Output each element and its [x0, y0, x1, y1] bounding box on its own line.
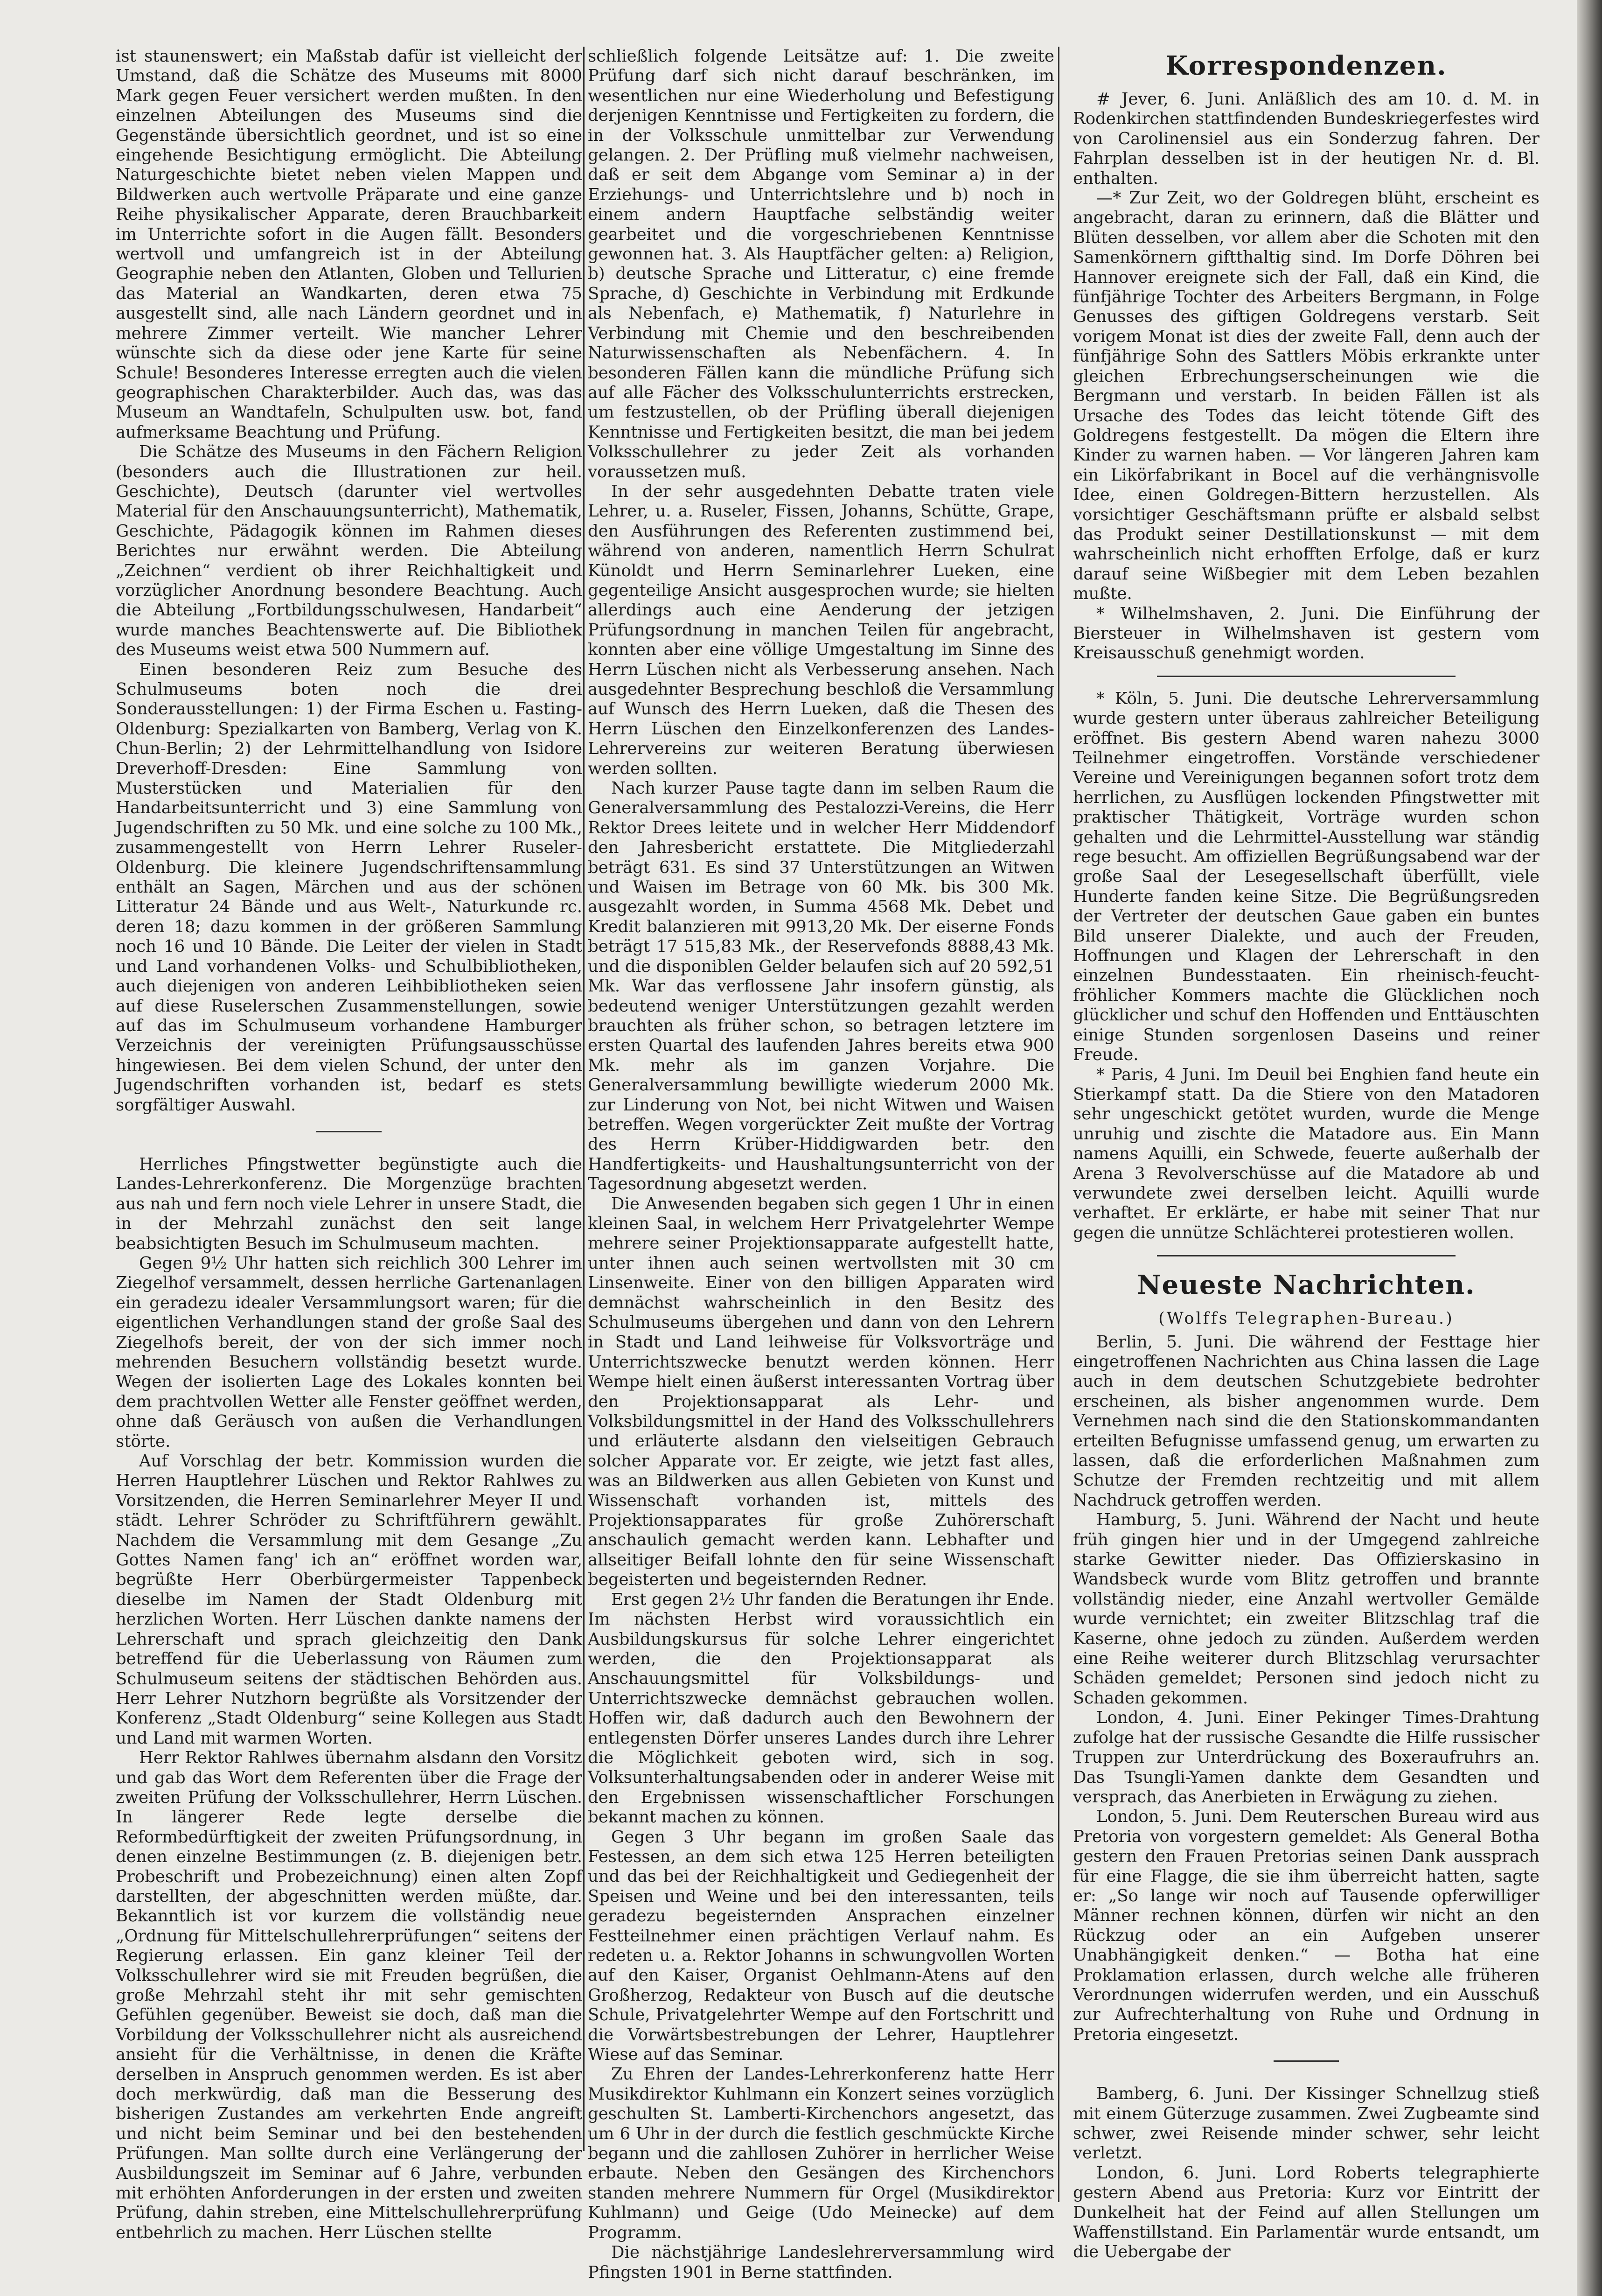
article-paragraph: Gegen 3 Uhr begann im großen Saale das Festessen, an dem sich etwa 125 Herren beteiligten und das bei der Reichhaltigkeit und Gediegenheit der Speisen und Weine und bei den interessanten, teils geradezu begeisternden Ansprachen einzelner Festteilnehmer einen prächtigen Verlauf nahm. Es redeten u. a. Rektor Johanns in schwungvollen Worten auf den Kaiser, Organist Oehlmann-Atens auf den Großherzog, Redakteur von Busch auf die deutsche Schule, Privatgelehrter Wempe auf den Fortschritt und die Vorwärtsbestrebungen der Lehrer, Hauptlehrer Wiese auf das Seminar.	[588, 1827, 1054, 2065]
article-paragraph: schließlich folgende Leitsätze auf: 1. Die zweite Prüfung darf sich nicht darauf beschränken, im wesentlichen nur eine Wiederholung und Befestigung derjenigen Kenntnisse und Fertigkeiten zu fordern, die in der Volksschule unmittelbar zur Verwendung gelangen. 2. Der Prüfling muß vielmehr nachweisen, daß er seit dem Abgange vom Seminar a) in der Erziehungs- und Unterrichtslehre und b) noch in einem andern Hauptfache selbständig weiter gearbeitet und die vorgeschriebenen Kenntnisse gewonnen hat. 3. Als Hauptfächer gelten: a) Religion, b) deutsche Sprache und Litteratur, c) eine fremde Sprache, d) Geschichte in Verbindung mit Erdkunde als Nebenfach, e) Mathematik, f) Naturlehre in Verbindung mit Chemie und den beschreibenden Naturwissenschaften als Nebenfächern. 4. In besonderen Fällen kann die mündliche Prüfung sich auf alle Fächer des Volksschulunterrichts erstrecken, um festzustellen, ob der Prüfling überall diejenigen Kenntnisse und Fertigkeiten besitzt, die man bei jedem Volksschullehrer zu jeder Zeit als vorhanden voraussetzen muß.	[588, 47, 1054, 482]
article-paragraph: Herr Rektor Rahlwes übernahm alsdann den Vorsitz und gab das Wort dem Referenten über die Frage der zweiten Prüfung der Volksschullehrer, Herrn Lüschen. In längerer Rede legte derselbe die Reformbedürftigkeit der zweiten Prüfungsordnung, in denen einzelne Bestimmungen (z. B. diejenigen betr. Probeschrift und Probezeichnung) einen alten Zopf darstellten, der abgeschnitten werden müßte, dar. Bekanntlich ist vor kurzem die vollständig neue „Ordnung für Mittelschullehrerprüfungen“ seitens der Regierung erlassen. Ein ganz kleiner Teil der Volksschullehrer wird sie mit Freuden begrüßen, die große Mehrzahl steht ihr mit sehr gemischten Gefühlen gegenüber. Beweist sie doch, daß man die Vorbildung der Volksschullehrer nicht als ausreichend ansieht für die Verhältnisse, in denen die Kräfte derselben in Anspruch genommen werden. Es ist aber doch merkwürdig, daß man die Besserung des bisherigen Zustandes am verkehrten Ende angreift und nicht beim Seminar und bei den bestehenden Prüfungen. Man sollte durch eine Verlängerung der Ausbildungszeit im Seminar auf 6 Jahre, verbunden mit erhöhten Anforderungen in der ersten und zweiten Prüfung, dahin streben, eine Mittelschullehrerprüfung entbehrlich zu machen. Herr Lüschen stellte	[116, 1748, 582, 2242]
article-paragraph: Zu Ehren der Landes-Lehrerkonferenz hatte Herr Musikdirektor Kuhlmann ein Konzert seines vorzüglich geschulten St. Lamberti-Kirchenchors angesetzt, das um 6 Uhr in der durch die festlich geschmückte Kirche begann und die zahllosen Zuhörer in herrlicher Weise erbaute. Neben den Gesängen des Kirchenchors standen mehrere Nummern für Orgel (Musikdirektor Kuhlmann) und Geige (Udo Meinecke) auf dem Programm.	[588, 2065, 1054, 2242]
article-paragraph: Die Schätze des Museums in den Fächern Religion (besonders auch die Illustrationen zur heil. Geschichte), Deutsch (darunter viel wertvolles Material für den Anschauungsunterricht), Mathematik, Geschichte, Pädagogik können im Rahmen dieses Berichtes nur erwähnt werden. Die Abteilung „Zeichnen“ verdient ob ihrer Reichhaltigkeit und vorzüglicher Anordnung besondere Beachtung. Auch die Abteilung „Fortbildungsschulwesen, Handarbeit“ wurde manches Beachtenswerte auf. Die Bibliothek des Museums weist etwa 500 Nummern auf.	[116, 442, 582, 660]
section-divider	[1274, 2060, 1339, 2062]
section-heading: Korrespondenzen.	[1165, 50, 1447, 81]
section-divider	[316, 1131, 382, 1132]
news-item: * Wilhelmshaven, 2. Juni. Die Einführung der Biersteuer in Wilhelmshaven ist gestern vom Kreisausschuß genehmigt worden.	[1073, 604, 1539, 663]
news-item: Hamburg, 5. Juni. Während der Nacht und heute früh gingen hier und in der Umgegend zahlreiche starke Gewitter nieder. Das Offizierskasino in Wandsbeck wurde vom Blitz getroffen und brannte vollständig nieder, eine Anzahl wertvoller Gemälde wurde vernichtet; ein zweiter Blitzschlag traf die Kaserne, ohne jedoch zu zünden. Außerdem werden eine Reihe weiterer durch Blitzschlag verursachter Schäden gemeldet; Personen sind jedoch nicht zu Schaden gekommen.	[1073, 1510, 1539, 1708]
page-edge-shadow	[1577, 0, 1602, 2296]
news-item: London, 6. Juni. Lord Roberts telegraphierte gestern Abend aus Pretoria: Kurz vor Eintritt der Dunkelheit hat der Feind auf allen Stellungen um Waffenstillstand. Ein Parlamentär wurde entsandt, um die Uebergabe der	[1073, 2163, 1539, 2262]
article-paragraph: Die nächstjährige Landeslehrerversammlung wird Pfingsten 1901 in Berne stattfinden.	[588, 2243, 1054, 2282]
news-item: London, 5. Juni. Dem Reuterschen Bureau wird aus Pretoria von vorgestern gemeldet: Als General Botha gestern den Frauen Pretorias seinen Dank aussprach für eine Flagge, die sie ihm überreicht hatten, sagte er: „So lange wir noch auf Tausende opferwilliger Männer rechnen können, dürfen wir nicht an den Rückzug oder an ein Aufgeben unserer Unabhängigkeit denken.“ — Botha hat eine Proklamation erlassen, durch welche alle früheren Verordnungen widerrufen werden, und ein Ausschuß zur Aufrechterhaltung von Ruhe und Ordnung in Pretoria eingesetzt.	[1073, 1807, 1539, 2044]
column-middle	[588, 47, 1054, 2282]
news-item: —* Zur Zeit, wo der Goldregen blüht, erscheint es angebracht, daran zu erinnern, daß die Blätter und Blüten desselben, vor allem aber die Schoten mit den Samenkörnern giftthaltig sind. Im Dorfe Döhren bei Hannover ereignete sich der Fall, daß ein Kind, die fünfjährige Tochter des Arbeiters Bergmann, in Folge Genusses des giftigen Goldregens verstarb. Seit vorigem Monat ist dies der zweite Fall, denn auch der fünfjährige Sohn des Sattlers Möbis erkrankte unter gleichen Erbrechungserscheinungen wie die Bergmann und verstarb. In beiden Fällen ist als Ursache des Todes das leicht tötende Gift des Goldregens festgestellt. Da mögen die Eltern ihre Kinder zu warnen haben. — Vor längeren Jahren kam ein Likörfabrikant in Bocel auf die verhängnisvolle Idee, einen Goldregen-Bittern herzustellen. Als vorsichtiger Geschäftsmann prüfte er alsbald selbst das Produkt seiner Destillationskunst — mit dem wahrscheinlich nicht erhofften Erfolge, daß er kurz darauf seine Wißbegier mit dem Leben bezahlen mußte.	[1073, 188, 1539, 604]
column-right	[1073, 47, 1539, 2268]
section-divider	[1157, 676, 1456, 677]
section-heading: Neueste Nachrichten.	[1137, 1270, 1476, 1301]
column-rule	[1058, 47, 1059, 2202]
section-subheading: (Wolffs Telegraphen-Bureau.)	[1158, 1309, 1454, 1328]
article-paragraph: ist staunenswert; ein Maßstab dafür ist vielleicht der Umstand, daß die Schätze des Museums mit 8000 Mark gegen Feuer versichert werden mußten. In den einzelnen Abteilungen des Museums sind die Gegenstände übersichtlich geordnet, und ist so eine eingehende Besichtigung ermöglicht. Die Abteilung Naturgeschichte bietet neben vielen Mappen und Bildwerken auch wertvolle Präparate und eine ganze Reihe physikalischer Apparate, deren Brauchbarkeit im Unterrichte sofort in die Augen fällt. Besonders wertvoll und umfangreich ist in der Abteilung Geographie neben den Atlanten, Globen und Tellurien das Material an Wandkarten, deren etwa 75 ausgestellt sind, alle nach Ländern geordnet und in mehrere Zimmer verteilt. Wie mancher Lehrer wünschte sich da diese oder jene Karte für seine Schule! Besonderes Interesse erregten auch die vielen geographischen Charakterbilder. Auch das, was das Museum an Wandtafeln, Schulpulten usw. bot, fand aufmerksame Beachtung und Prüfung.	[116, 47, 582, 442]
column-left	[116, 47, 582, 2268]
article-paragraph: Auf Vorschlag der betr. Kommission wurden die Herren Hauptlehrer Lüschen und Rektor Rahlwes zu Vorsitzenden, die Herren Seminarlehrer Meyer II und städt. Lehrer Schröder zu Schriftführern gewählt. Nachdem die Versammlung mit dem Gesange „Zu Gottes Namen fang' ich an“ eröffnet worden war, begrüßte Herr Oberbürgermeister Tappenbeck dieselbe im Namen der Stadt Oldenburg mit herzlichen Worten. Herr Lüschen dankte namens der Lehrerschaft und sprach gleichzeitig den Dank betreffend für die Ueberlassung von Räumen zum Schulmuseum seitens der städtischen Behörden aus. Herr Lehrer Nutzhorn begrüßte als Vorsitzender der Konferenz „Stadt Oldenburg“ seine Kollegen aus Stadt und Land mit warmen Worten.	[116, 1452, 582, 1748]
news-item: Berlin, 5. Juni. Die während der Festtage hier eingetroffenen Nachrichten aus China lassen die Lage auch in dem deutschen Schutzgebiete bedrohter erscheinen, als bisher angenommen wurde. Dem Vernehmen nach sind die den Stationskommandanten erteilten Befugnisse umfassend genug, um erwarten zu lassen, daß die erforderlichen Maßnahmen zum Schutze der Fremden rechtzeitig und mit allem Nachdruck getroffen werden.	[1073, 1332, 1539, 1510]
article-paragraph: Die Anwesenden begaben sich gegen 1 Uhr in einen kleinen Saal, in welchem Herr Privatgelehrter Wempe mehrere seiner Projektionsapparate aufgestellt hatte, unter ihnen auch seinen wertvollsten mit 30 cm Linsenweite. Einer von den billigen Apparaten wird demnächst wahrscheinlich in den Besitz des Schulmuseums übergehen und dann von den Lehrern in Stadt und Land leihweise für Volksvorträge und Unterrichtszwecke benutzt werden können. Herr Wempe hielt einen äußerst interessanten Vortrag über den Projektionsapparat als Lehr- und Volksbildungsmittel in der Hand des Volksschullehrers und erläuterte alsdann den vielseitigen Gebrauch solcher Apparate vor. Er zeigte, wie jetzt fast alles, was an Bildwerken aus allen Gebieten von Kunst und Wissenschaft vorhanden ist, mittels des Projektionsapparates für große Zuhörerschaft anschaulich gemacht werden kann. Lebhafter und allseitiger Beifall lohnte den für seine Wissenschaft begeisterten und begeisternden Redner.	[588, 1194, 1054, 1590]
section-divider	[1157, 1255, 1456, 1256]
news-item: London, 4. Juni. Einer Pekinger Times-Drahtung zufolge hat der russische Gesandte die Hilfe russischer Truppen zur Unterdrückung des Boxeraufruhrs an. Das Tsungli-Yamen dankte dem Gesandten und versprach, das Anerbieten in Erwägung zu ziehen.	[1073, 1708, 1539, 1807]
news-item: # Jever, 6. Juni. Anläßlich des am 10. d. M. in Rodenkirchen stattfindenden Bundeskriegerfestes wird von Carolinensiel aus ein Sonderzug fahren. Der Fahrplan desselben ist in der heutigen Nr. d. Bl. enthalten.	[1073, 90, 1539, 188]
column-rule	[583, 47, 585, 2151]
article-paragraph: Nach kurzer Pause tagte dann im selben Raum die Generalversammlung des Pestalozzi-Vereins, die Herr Rektor Drees leitete und in welcher Herr Middendorf den Jahresbericht erstattete. Die Mitgliederzahl beträgt 631. Es sind 37 Unterstützungen an Witwen und Waisen im Betrage von 60 Mk. bis 300 Mk. ausgezahlt worden, in Summa 4568 Mk. Debet und Kredit balanzieren mit 9913,20 Mk. Der eiserne Fonds beträgt 17 515,83 Mk., der Reservefonds 8888,43 Mk. und die disponiblen Gelder belaufen sich auf 20 592,51 Mk. War das verflossene Jahr insofern günstig, als bedeutend weniger Unterstützungen gezahlt werden brauchten als früher schon, so betragen letztere im ersten Quartal des laufenden Jahres bereits etwa 900 Mk. mehr als im ganzen Vorjahre. Die Generalversammlung bewilligte wiederum 2000 Mk. zur Linderung von Not, bei nicht Witwen und Waisen betreffen. Wegen vorgerückter Zeit mußte der Vortrag des Herrn Krüber-Hiddigwarden betr. den Handfertigkeits- und Haushaltungsunterricht von der Tagesordnung abgesetzt werden.	[588, 779, 1054, 1194]
news-item: Bamberg, 6. Juni. Der Kissinger Schnellzug stieß mit einem Güterzuge zusammen. Zwei Zugbeamte sind schwer, zwei Reisende minder schwer, sehr leicht verletzt.	[1073, 2084, 1539, 2163]
article-paragraph: Gegen 9½ Uhr hatten sich reichlich 300 Lehrer im Ziegelhof versammelt, dessen herrliche Gartenanlagen ein geradezu idealer Versammlungsort waren; für die eigentlichen Verhandlungen stand der große Saal des Ziegelhofs bereit, der von der sich immer noch mehrenden Besuchern vollständig besetzt wurde. Wegen der isolierten Lage des Lokales konnten bei dem prachtvollen Wetter alle Fenster geöffnet werden, ohne daß Geräusch von außen die Verhandlungen störte.	[116, 1253, 582, 1451]
article-paragraph: Einen besonderen Reiz zum Besuche des Schulmuseums boten noch die drei Sonderausstellungen: 1) der Firma Eschen u. Fasting-Oldenburg: Spezialkarten von Bamberg, Verlag von K. Chun-Berlin; 2) der Lehrmittelhandlung von Isidore Dreverhoff-Dresden: Eine Sammlung von Musterstücken und Materialien für den Handarbeitsunterricht und 3) eine Sammlung von Jugendschriften zu 50 Mk. und eine solche zu 100 Mk., zusammengestellt von Herrn Lehrer Ruseler-Oldenburg. Die kleinere Jugendschriftensammlung enthält an Sagen, Märchen und aus der schönen Litteratur 24 Bände und aus Welt-, Naturkunde rc. deren 18; dazu kommen in der größeren Sammlung noch 16 und 10 Bände. Die Leiter der vielen in Stadt und Land vorhandenen Volks- und Schulbibliotheken, auch diejenigen von anderen Leihbibliotheken seien auf diese Ruselerschen Zusammenstellungen, sowie auf das im Schulmuseum vorhandene Hamburger Verzeichnis der vereinigten Prüfungsausschüsse hingewiesen. Bei dem vielen Schund, der unter den Jugendschriften vorhanden ist, bedarf es stets sorgfältiger Auswahl.	[116, 660, 582, 1115]
article-paragraph: In der sehr ausgedehnten Debatte traten viele Lehrer, u. a. Ruseler, Fissen, Johanns, Schütte, Grape, den Ausführungen des Referenten zustimmend bei, während von anderen, namentlich Herrn Schulrat Künoldt und Herrn Seminarlehrer Lueken, eine gegenteilige Ansicht ausgesprochen wurde; sie hielten allerdings auch eine Aenderung der jetzigen Prüfungsordnung in manchen Teilen für angebracht, konnten aber eine völlige Umgestaltung im Sinne des Herrn Lüschen nicht als Verbesserung ansehen. Nach ausgedehnter Besprechung beschloß die Versammlung auf Wunsch des Herrn Lueken, daß die Thesen des Herrn Lüschen den Einzelkonferenzen des Landes-Lehrervereins zur weiteren Beratung überwiesen werden sollten.	[588, 482, 1054, 778]
article-paragraph: Herrliches Pfingstwetter begünstigte auch die Landes-Lehrerkonferenz. Die Morgenzüge brachten aus nah und fern noch viele Lehrer in unsere Stadt, die in der Mehrzahl zunächst den seit lange beabsichtigten Besuch im Schulmuseum machten.	[116, 1154, 582, 1253]
news-item: * Köln, 5. Juni. Die deutsche Lehrerversammlung wurde gestern unter überaus zahlreicher Beteiligung eröffnet. Bis gestern Abend waren nahezu 3000 Teilnehmer eingetroffen. Vorstände verschiedener Vereine und Vereinigungen begannen sofort trotz dem herrlichen, zu Ausflügen lockenden Pfingstwetter mit praktischer Thätigkeit, Vorträge wurden schon gehalten und die Lehrmittel-Ausstellung war ständig rege besucht. Am offiziellen Begrüßungsabend war der große Saal der Lesegesellschaft überfüllt, viele Hunderte fanden keine Sitze. Die Begrüßungsreden der Vertreter der deutschen Gaue gaben ein buntes Bild unserer Dialekte, und auch der Freuden, Hoffnungen und Klagen der Lehrerschaft in den einzelnen Bundesstaaten. Ein rheinisch-feucht-fröhlicher Kommers machte die Glücklichen noch glücklicher und schuf den Hoffenden und Enttäuschten einige Stunden sorgenlosen Daseins und reiner Freude.	[1073, 689, 1539, 1065]
news-item: * Paris, 4 Juni. Im Deuil bei Enghien fand heute ein Stierkampf statt. Da die Stiere von den Matadoren sehr ungeschickt getötet wurden, wurde die Menge unruhig und zischte die Matadore aus. Ein Mann namens Aquilli, ein Schwede, feuerte außerhalb der Arena 3 Revolverschüsse auf die Matadore ab und verwundete zwei derselben leicht. Aquilli wurde verhaftet. Er erklärte, er habe mit seiner That nur gegen die unnütze Schlächterei protestieren wollen.	[1073, 1065, 1539, 1242]
article-paragraph: Erst gegen 2½ Uhr fanden die Beratungen ihr Ende. Im nächsten Herbst wird voraussichtlich ein Ausbildungskursus für solche Lehrer eingerichtet werden, die den Projektionsapparat als Anschauungsmittel für Volksbildungs- und Unterrichtszwecke demnächst gebrauchen wollen. Hoffen wir, daß dadurch auch den Bewohnern der entlegensten Dörfer unseres Landes durch ihre Lehrer die Möglichkeit geboten wird, sich in sog. Volksunterhaltungsabenden oder in anderer Weise mit den Ergebnissen wissenschaftlicher Forschungen bekannt machen zu können.	[588, 1590, 1054, 1827]
